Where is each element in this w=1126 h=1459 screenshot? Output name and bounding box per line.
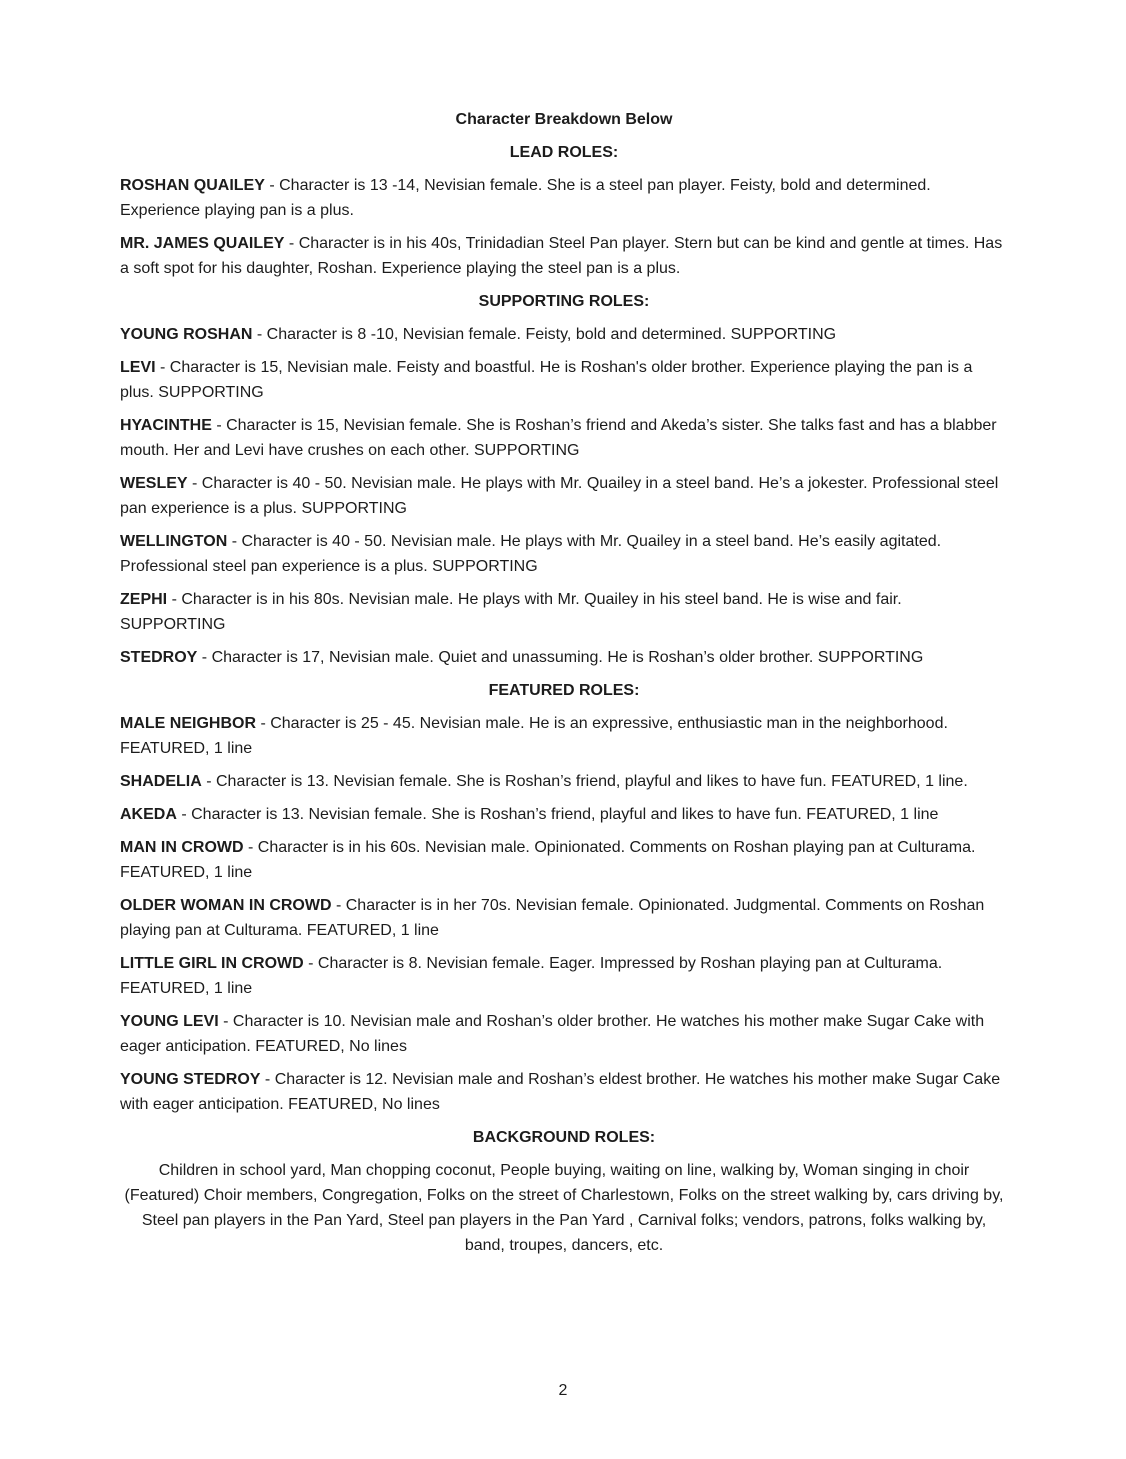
role-description: - Character is 15, Nevisian female. She is Roshan’s friend and Akeda’s sister. She talks fast and has a blabber mouth. Her and Levi have crushes on each other. SUPPORTING [120,417,997,459]
role-name: LEVI [120,359,156,376]
role-entry-hyacinthe [120,413,1008,463]
role-entry-man-in-crowd [120,835,1008,885]
role-name: YOUNG ROSHAN [120,326,253,343]
role-name: MALE NEIGHBOR [120,715,256,732]
role-name: ROSHAN QUAILEY [120,177,265,194]
role-name: AKEDA [120,806,177,823]
section-heading-background-roles: BACKGROUND ROLES: [472,1129,656,1146]
role-description: - Character is 40 - 50. Nevisian male. He plays with Mr. Quailey in a steel band. He’s a jokester. Professional steel pan experience is a plus. SUPPORTING [120,475,999,517]
role-description: - Character is 13 -14, Nevisian female. She is a steel pan player. Feisty, bold and determined. Experience playing pan is a plus. [120,177,931,219]
role-name: MR. JAMES QUAILEY [120,235,285,252]
role-description: - Character is 15, Nevisian male. Feisty and boastful. He is Roshan's older brother. Experience playing the pan is a plus. SUPPORTING [120,359,973,401]
role-description: - Character is 17, Nevisian male. Quiet and unassuming. He is Roshan’s older brother. SUPPORTING [197,649,924,666]
role-name: YOUNG LEVI [120,1013,219,1030]
role-description: - Character is 8 -10, Nevisian female. Feisty, bold and determined. SUPPORTING [252,326,837,343]
role-name: STEDROY [120,649,198,666]
role-name: MAN IN CROWD [120,839,244,856]
role-name: HYACINTHE [120,417,212,434]
role-entry-young-roshan [120,322,1008,347]
role-name: SHADELIA [120,773,202,790]
role-entry-little-girl-in-crowd [120,951,1008,1001]
role-description: - Character is 8. Nevisian female. Eager. Impressed by Roshan playing pan at Culturama. FEATURED, 1 line [120,955,943,997]
role-description: - Character is 12. Nevisian male and Roshan’s eldest brother. He watches his mother make Sugar Cake with eager anticipation. FEATURED, No lines [120,1071,1001,1113]
background-roles-text: Children in school yard, Man chopping coconut, People buying, waiting on line, walking by, Woman singing in choir (Featured) Choir members, Congregation, Folks on the street of Charlestown, Folks on the street walking by, cars driving by, Steel pan players in the Pan Yard, Steel pan players in the Pan Yard , Carnival folks; vendors, patrons, folks walking by, band, troupes, dancers, etc. [124,1162,1004,1254]
role-name: WELLINGTON [120,533,228,550]
page-number: 2 [558,1382,568,1399]
role-description: - Character is in his 60s. Nevisian male. Opinionated. Comments on Roshan playing pan at Culturama. FEATURED, 1 line [120,839,976,881]
role-description: - Character is 13. Nevisian female. She is Roshan’s friend, playful and likes to have fun. FEATURED, 1 line. [201,773,968,790]
role-name: YOUNG STEDROY [120,1071,261,1088]
role-description: - Character is 10. Nevisian male and Roshan’s older brother. He watches his mother make Sugar Cake with eager anticipation. FEATURED, No lines [120,1013,985,1055]
role-entry-mr-james-quailey [120,231,1008,281]
role-description: - Character is 25 - 45. Nevisian male. He is an expressive, enthusiastic man in the neighborhood. FEATURED, 1 line [120,715,948,757]
role-description: - Character is in her 70s. Nevisian female. Opinionated. Judgmental. Comments on Roshan playing pan at Culturama. FEATURED, 1 line [120,897,985,939]
role-entry-stedroy [120,645,1008,670]
section-heading-supporting-roles: SUPPORTING ROLES: [478,293,650,310]
role-name: WESLEY [120,475,188,492]
role-entry-shadelia [120,769,1008,794]
role-name: OLDER WOMAN IN CROWD [120,897,332,914]
role-name: ZEPHI [120,591,168,608]
role-entry-wesley [120,471,1008,521]
role-entry-young-levi [120,1009,1008,1059]
role-entry-akeda [120,802,1008,827]
role-name: LITTLE GIRL IN CROWD [120,955,304,972]
role-description: - Character is in his 40s, Trinidadian Steel Pan player. Stern but can be kind and gentle at times. Has a soft spot for his daughter, Roshan. Experience playing the steel pan is a plus. [120,235,1003,277]
role-entry-wellington [120,529,1008,579]
role-entry-young-stedroy [120,1067,1008,1117]
role-description: - Character is 40 - 50. Nevisian male. He plays with Mr. Quailey in a steel band. He’s easily agitated. Professional steel pan experience is a plus. SUPPORTING [120,533,942,575]
section-heading-featured-roles: FEATURED ROLES: [488,682,640,699]
role-entry-older-woman-in-crowd [120,893,1008,943]
role-description: - Character is 13. Nevisian female. She is Roshan’s friend, playful and likes to have fun. FEATURED, 1 line [176,806,939,823]
role-entry-male-neighbor [120,711,1008,761]
role-entry-zephi [120,587,1008,637]
role-description: - Character is in his 80s. Nevisian male. He plays with Mr. Quailey in his steel band. He is wise and fair. SUPPORTING [120,591,902,633]
section-heading-lead-roles: LEAD ROLES: [509,144,619,161]
role-entry-roshan-quailey [120,173,1008,223]
document-title: Character Breakdown Below [455,111,673,128]
role-entry-levi [120,355,1008,405]
